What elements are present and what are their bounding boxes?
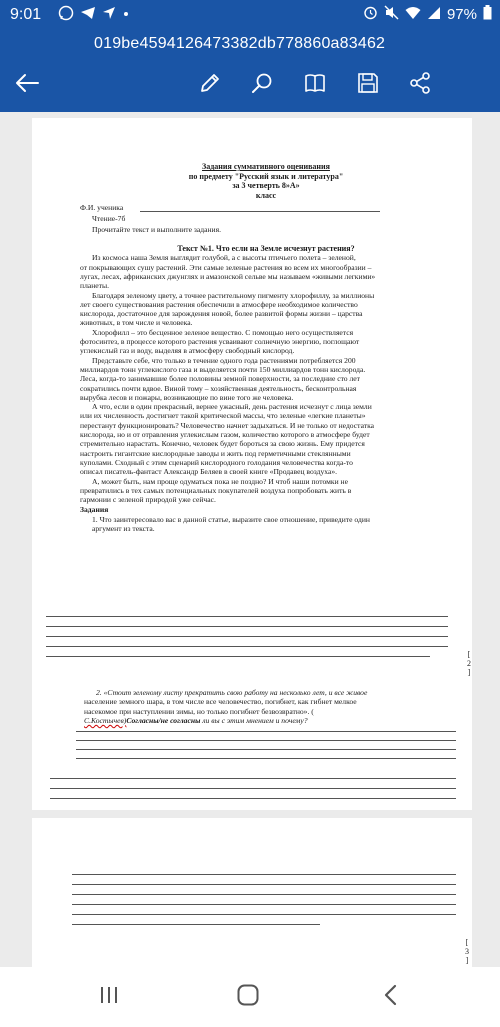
answer-line[interactable] <box>72 924 320 925</box>
telegram-icon <box>80 5 96 26</box>
system-back-button[interactable] <box>374 982 408 1012</box>
answer-line[interactable] <box>76 731 456 732</box>
answer-line[interactable] <box>72 914 456 915</box>
more-dot-icon <box>122 5 130 26</box>
body-line: Леса, когда-то занимавшие более половины земной поверхности, за последние сто лет <box>80 374 360 384</box>
document-id: 019be4594126473382db778860a83462 <box>94 35 386 52</box>
pencil-icon <box>198 71 222 100</box>
search-icon <box>250 71 274 100</box>
share-icon <box>408 71 432 100</box>
task-2-line-3: насекомое при наступлении зимы, но только погибнет безвозвратно». ( <box>84 706 314 716</box>
instruction: Прочитайте текст и выполните задания. <box>92 224 222 234</box>
answer-line[interactable] <box>72 894 456 895</box>
task-1-line-1: 1. Что заинтересовало вас в данной статье, выразите свое отношение, приведите один <box>92 514 370 524</box>
share-button[interactable] <box>403 68 437 102</box>
body-line: планеты. <box>80 281 109 291</box>
body-line: фотосинтез, в процессе которого растения усваивают солнечную энергию, поглощают <box>80 337 360 347</box>
answer-line[interactable] <box>76 740 456 741</box>
status-bar <box>0 0 500 32</box>
task-2-line-2: население земного шара, в том числе все человечество, погибнет, как гибнет мелкое <box>84 697 357 707</box>
body-line: углекислый газ и воду, выделяя в атмосферу свободный кислород. <box>80 346 295 356</box>
body-line: превратились в тех самых потенциальных покупателей воздуха попробовать жить в <box>80 485 352 495</box>
student-name-row <box>80 203 452 212</box>
viewer-toolbar <box>0 58 500 112</box>
body-line: описал писатель-фантаст Александр Беляев в своей книге «Продавец воздуха». <box>80 467 338 477</box>
answer-line[interactable] <box>50 798 456 799</box>
page-1-content <box>80 162 452 533</box>
student-name-label: Ф.И. ученика <box>80 203 124 212</box>
mute-icon <box>384 5 399 24</box>
body-line: кислорода, достаточное для зарождения новой, более развитой формы жизни – царства <box>80 309 363 319</box>
text-body <box>80 253 452 504</box>
alarm-icon <box>363 5 378 24</box>
answer-line[interactable] <box>76 749 456 750</box>
body-line: настроить гигантские кислородные заводы и жить под герметичными стеклянными <box>80 448 351 458</box>
body-line: вырубка лесов и пожары, возникающие по вине того же человека. <box>80 392 294 402</box>
task-2-question-bold: Согласны/не согласны <box>126 715 201 725</box>
document-title-bar <box>0 32 500 58</box>
body-line: животных, в том числе и человека. <box>80 318 193 328</box>
heading-line-1: Задания суммативного оценивания <box>202 162 330 171</box>
task-1-line-2: аргумент из текста. <box>92 524 155 533</box>
body-line: Из космоса наша Земля выглядит голубой, а с высоты птичьего полета – зеленой, <box>92 253 356 263</box>
answer-line[interactable] <box>72 874 456 875</box>
android-nav-bar <box>0 967 500 1027</box>
search-button[interactable] <box>245 68 279 102</box>
answer-line[interactable] <box>50 778 456 779</box>
score-task-1: [ 2 ] <box>467 650 471 677</box>
answer-line[interactable] <box>46 656 430 657</box>
body-line: А что, если в один прекрасный, вернее ужасный, день растения исчезнут с лица земли <box>92 402 372 412</box>
arrow-left-icon <box>14 73 40 98</box>
body-line: лугах, лесах, африканских джунглях и амазонской сельве мы называем «живыми легкими» <box>80 271 376 281</box>
heading <box>80 162 452 200</box>
answer-line[interactable] <box>46 646 448 647</box>
answer-line[interactable] <box>46 636 448 637</box>
signal-icon <box>427 6 441 24</box>
body-line: Хлорофилл – это бесценное зеленое вещество. С помощью него осуществляется <box>92 327 354 337</box>
answer-line[interactable] <box>72 904 456 905</box>
answer-line[interactable] <box>72 884 456 885</box>
answer-line[interactable] <box>76 758 456 759</box>
answer-line[interactable] <box>46 626 448 627</box>
tasks-label: Задания <box>80 505 109 515</box>
body-line: или их численность достигнет такой критической массы, что зеленые «легкие планеты» <box>80 411 366 421</box>
score-task-2: [ 3 ] <box>465 938 469 965</box>
book-icon <box>303 71 327 100</box>
document-page-1 <box>32 118 472 810</box>
save-button[interactable] <box>351 68 385 102</box>
task-2-line-1: 2. «Стоит зеленому листу прекратить свою работу на несколько лет, и все живое <box>96 688 368 697</box>
whatsapp-icon <box>58 5 74 26</box>
document-page-2 <box>32 818 472 978</box>
body-line: сократились почти вдвое. Виной тому – хозяйственная деятельность, бесконтрольная <box>80 383 357 393</box>
body-line: перестанут функционировать? Человечество начнет задыхаться. И не только от недостатка <box>80 420 375 430</box>
back-arrow-button[interactable] <box>10 68 44 102</box>
book-view-button[interactable] <box>298 68 332 102</box>
status-time: 9:01 <box>10 6 42 23</box>
battery-icon <box>483 5 492 24</box>
body-line: А, может быть, нам проще одуматься пока не поздно? И чтоб наши потомки не <box>92 476 348 486</box>
home-button[interactable] <box>231 982 265 1012</box>
body-line: кислорода, но и от отравления углекислым газом, количество которого в атмосфере будет <box>80 430 370 440</box>
battery-percent: 97% <box>446 6 477 23</box>
task-2-question <box>84 716 454 725</box>
body-line: Представьте себе, что только в течение одного года растениями потребляется 200 <box>92 355 356 365</box>
task-2-question-rest: ли вы с этим мнением и почему? <box>200 715 308 725</box>
wifi-icon <box>405 6 421 24</box>
floppy-disk-icon <box>356 71 380 100</box>
task-2 <box>84 688 454 725</box>
body-line: гармонии с зеленой природой уже сейчас. <box>80 495 216 505</box>
answer-line[interactable] <box>46 616 448 617</box>
heading-line-3: за 3 четверть 8»А» <box>232 181 300 190</box>
edit-button[interactable] <box>193 68 227 102</box>
task-2-author: С.Костычев) <box>84 715 127 725</box>
back-chevron-icon <box>381 984 401 1011</box>
body-line: Благодаря зеленому цвету, а точнее растительному пигменту хлорофиллу, за миллионы <box>92 290 375 300</box>
body-line: куполами. Сходный с этим сценарий кислородного голодания человечества когда-то <box>80 457 353 467</box>
body-line: от покрывающих сушу растений. Эти самые зеленые растения во всем их многообразии – <box>80 262 372 272</box>
heading-line-2: по предмету "Русский язык и литература" <box>188 171 344 181</box>
recents-icon <box>98 985 120 1010</box>
home-icon <box>236 983 260 1012</box>
body-line: миллиардов тонн углекислого газа и выделяется почти 150 миллиардов тонн кислорода. <box>80 364 366 374</box>
body-line: лет своего существования растения обеспечили в атмосфере необходимое количество <box>80 299 358 309</box>
answer-line[interactable] <box>50 788 456 789</box>
location-icon <box>102 5 116 26</box>
text-title: Текст №1. Что если на Земле исчезнут растения? <box>177 243 355 253</box>
reading-label: Чтение-7б <box>92 214 126 224</box>
student-name-blank[interactable] <box>140 211 380 212</box>
recents-button[interactable] <box>92 982 126 1012</box>
document-viewer[interactable] <box>0 112 500 967</box>
heading-line-4: класс <box>255 190 277 200</box>
body-line: стремительно нарастать. Конечно, человек будет бороться за свою жизнь. Ему придется <box>80 439 365 449</box>
